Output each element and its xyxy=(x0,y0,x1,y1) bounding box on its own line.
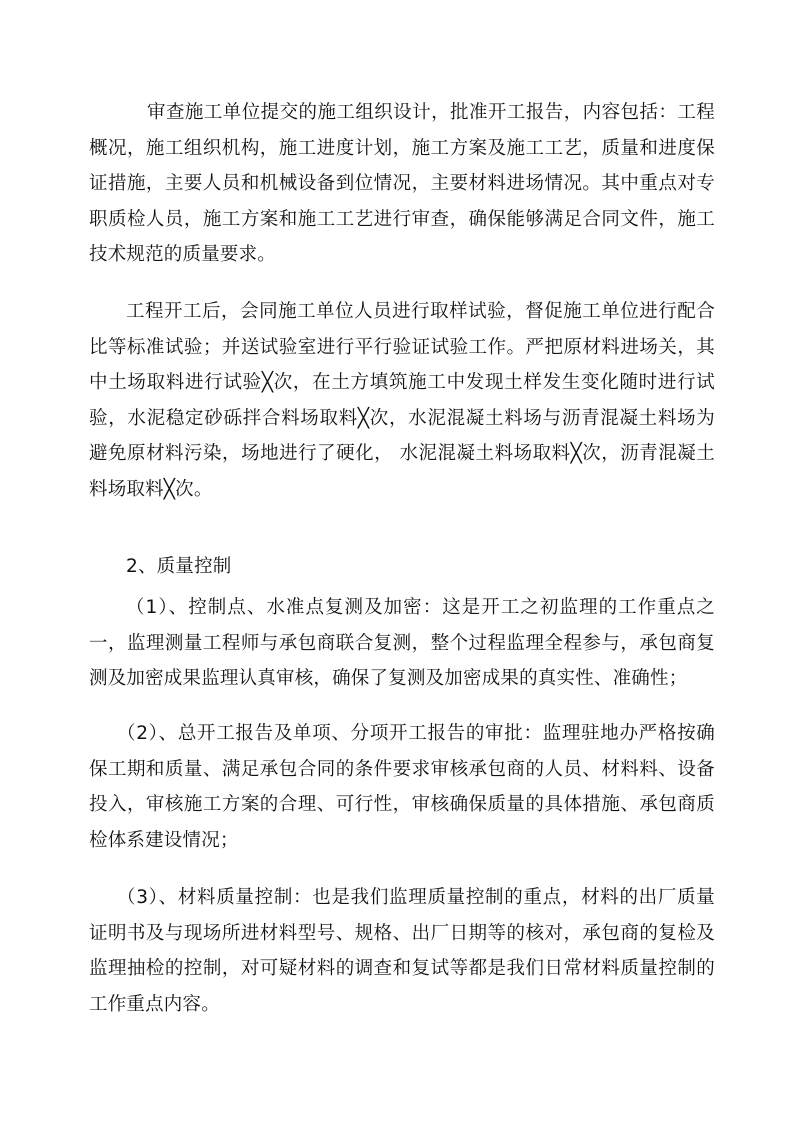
paragraph-commencement-report-approval: （2）、总开工报告及单项、分项开工报告的审批：监理驻地办严格按确保工期和质量、满足承包合同的条件要求审核承包商的人员、材料料、设备投入，审核施工方案的合理、可行性，审核确保质量的具体措施、承包商质检体系建设情况； xyxy=(89,723,715,851)
paragraph-control-points: （1）、控制点、水准点复测及加密：这是开工之初监理的工作重点之一，监理测量工程师与承包商联合复测，整个过程监理全程参与，承包商复测及加密成果监理认真审核，确保了复测及加密成果的真实性、准确性； xyxy=(89,597,715,689)
paragraph-material-quality-control: （3）、材料质量控制：也是我们监理质量控制的重点，材料的出厂质量证明书及与现场所进材料型号、规格、出厂日期等的核对，承包商的复检及监理抽检的控制，对可疑材料的调查和复试等都是我们日常材料质量控制的工作重点内容。 xyxy=(89,887,715,1015)
paragraph-sampling-tests: 工程开工后，会同施工单位人员进行取样试验，督促施工单位进行配合比等标准试验；并送试验室进行平行验证试验工作。严把原材料进场关，其中土场取料进行试验╳次，在土方填筑施工中发现土样发生变化随时进行试验，水泥稳定砂砾拌合料场取料╳次，水泥混凝土料场与沥青混凝土料场为避免原材料污染，场地进行了硬化， 水泥混凝土料场取料╳次，沥青混凝土料场取料╳次。 xyxy=(89,301,715,500)
section-heading-quality-control: 2、质量控制 xyxy=(126,556,232,577)
paragraph-review-construction-design: 审查施工单位提交的施工组织设计，批准开工报告，内容包括：工程概况，施工组织机构，施工进度计划，施工方案及施工工艺，质量和进度保证措施，主要人员和机械设备到位情况，主要材料进场情况。其中重点对专职质检人员，施工方案和施工工艺进行审查，确保能够满足合同文件，施工技术规范的质量要求。 xyxy=(89,102,715,265)
